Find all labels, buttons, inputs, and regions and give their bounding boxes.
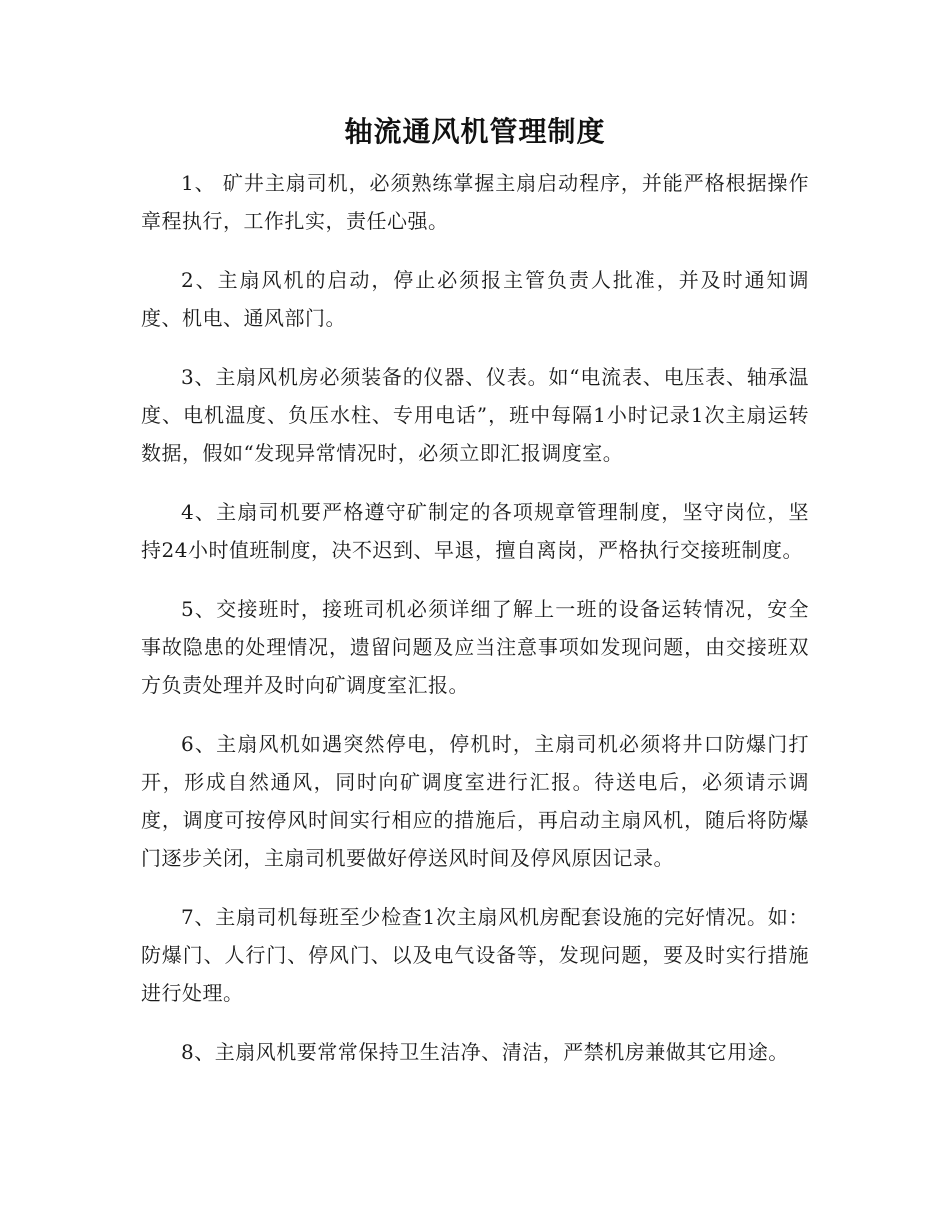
paragraph-2: 2、主扇风机的启动，停止必须报主管负责人批准，并及时通知调度、机电、通风部门。 xyxy=(141,268,809,330)
paragraph-1: 1、 矿井主扇司机，必须熟练掌握主扇启动程序，并能严格根据操作章程执行，工作扎实，责任心强。 xyxy=(141,171,809,233)
paragraph-3: 3、主扇风机房必须装备的仪器、仪表。如“电流表、电压表、轴承温度、电机温度、负压水柱、专用电话”，班中每隔1小时记录1次主扇运转数据，假如“发现异常情况时，必须立即汇报调度室。 xyxy=(141,365,809,465)
paragraph-8: 8、主扇风机要常常保持卫生洁净、清洁，严禁机房兼做其它用途。 xyxy=(181,1040,789,1064)
document-body xyxy=(141,164,809,1092)
paragraph-4: 4、主扇司机要严格遵守矿制定的各项规章管理制度，坚守岗位，坚持24小时值班制度，决不迟到、早退，擅自离岗，严格执行交接班制度。 xyxy=(141,500,809,562)
paragraph-5: 5、交接班时，接班司机必须详细了解上一班的设备运转情况，安全事故隐患的处理情况，遗留问题及应当注意事项如发现问题，由交接班双方负责处理并及时向矿调度室汇报。 xyxy=(141,597,809,697)
paragraph-7: 7、主扇司机每班至少检查1次主扇风机房配套设施的完好情况。如：防爆门、人行门、停风门、以及电气设备等，发现问题，要及时实行措施进行处理。 xyxy=(141,905,809,1005)
document-title: 轴流通风机管理制度 xyxy=(344,115,606,148)
paragraph-6: 6、主扇风机如遇突然停电，停机时，主扇司机必须将井口防爆门打开，形成自然通风，同时向矿调度室进行汇报。待送电后，必须请示调度，调度可按停风时间实行相应的措施后，再启动主扇风机，随后将防爆门逐步关闭，主扇司机要做好停送风时间及停风原因记录。 xyxy=(141,732,809,870)
